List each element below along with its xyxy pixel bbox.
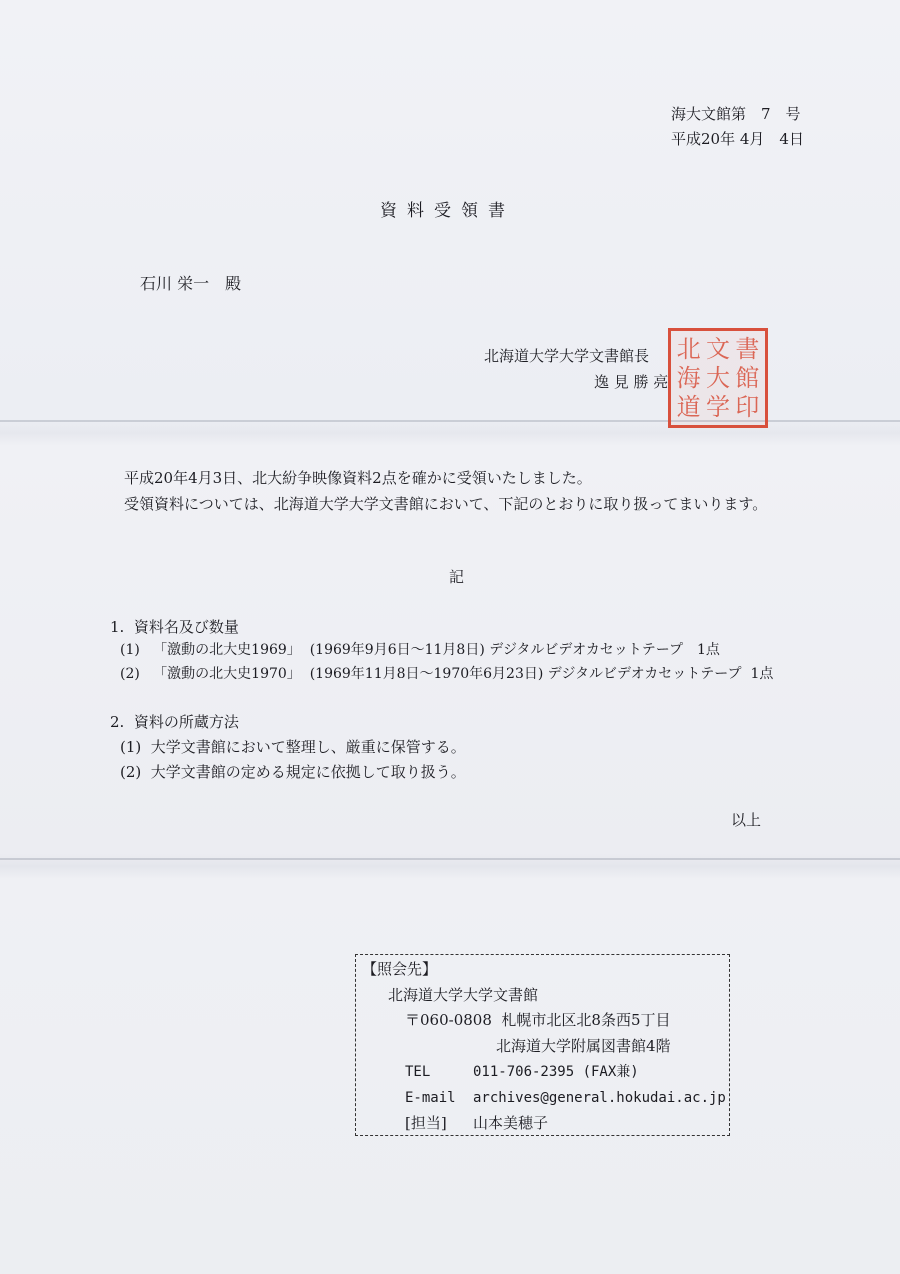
seal-glyph: 印 xyxy=(735,393,760,422)
issuer-title: 北海道大学大学文書館長 xyxy=(484,347,650,365)
section-2-item-1: (1) 大学文書館において整理し、厳重に保管する。 xyxy=(120,738,466,756)
contact-email: archives@general.hokudai.ac.jp xyxy=(473,1090,726,1106)
section-2-item-2: (2) 大学文書館の定める規定に依拠して取り扱う。 xyxy=(120,763,466,781)
contact-address-line-2: 北海道大学附属図書館4階 xyxy=(496,1037,671,1055)
contact-organization: 北海道大学大学文書館 xyxy=(388,986,539,1004)
section-2-heading: 2. 資料の所蔵方法 xyxy=(110,713,239,731)
section-1-item-1: (1) 「激動の北大史1969」 (1969年9月6日〜11月8日) デジタルビデオカセットテープ 1点 xyxy=(120,642,720,658)
recipient-name: 石川 栄一 殿 xyxy=(140,274,242,293)
seal-glyph: 館 xyxy=(735,363,760,392)
closing-text: 以上 xyxy=(731,811,762,829)
contact-label: 【照会先】 xyxy=(362,960,438,978)
body-paragraph-1: 平成20年4月3日、北大紛争映像資料2点を確かに受領いたしました。 xyxy=(124,469,592,487)
seal-glyph: 道 xyxy=(676,393,701,422)
contact-staff-name: 山本美穂子 xyxy=(473,1114,549,1132)
seal-glyph: 海 xyxy=(676,363,701,392)
contact-tel-label: TEL xyxy=(405,1064,431,1080)
contact-postal-address: 〒060-0808 札幌市北区北8条西5丁目 xyxy=(405,1011,671,1029)
ki-heading: 記 xyxy=(449,568,465,586)
section-1-item-2: (2) 「激動の北大史1970」 (1969年11月8日〜1970年6月23日) デジタルビデオカセットテープ 1点 xyxy=(120,666,774,682)
issuer-name: 逸 見 勝 亮 xyxy=(594,373,669,391)
section-1-heading: 1. 資料名及び数量 xyxy=(110,618,239,636)
fold-line xyxy=(0,858,900,860)
seal-glyph: 文 xyxy=(705,334,730,363)
seal-glyph: 書 xyxy=(735,334,760,363)
document-date: 平成20年 4月 4日 xyxy=(671,130,804,148)
document-title: 資料受領書 xyxy=(380,201,515,221)
contact-staff-label: [担当] xyxy=(405,1114,447,1132)
seal-glyph: 北 xyxy=(676,334,701,363)
document-number: 海大文館第 7 号 xyxy=(671,105,801,123)
seal-glyph: 学 xyxy=(705,393,730,422)
official-seal xyxy=(668,328,768,428)
contact-tel: 011-706-2395 (FAX兼) xyxy=(473,1064,639,1080)
seal-glyph: 大 xyxy=(705,363,730,392)
body-paragraph-2: 受領資料については、北海道大学大学文書館において、下記のとおりに取り扱ってまいります。 xyxy=(124,495,768,513)
contact-email-label: E-mail xyxy=(405,1090,456,1106)
